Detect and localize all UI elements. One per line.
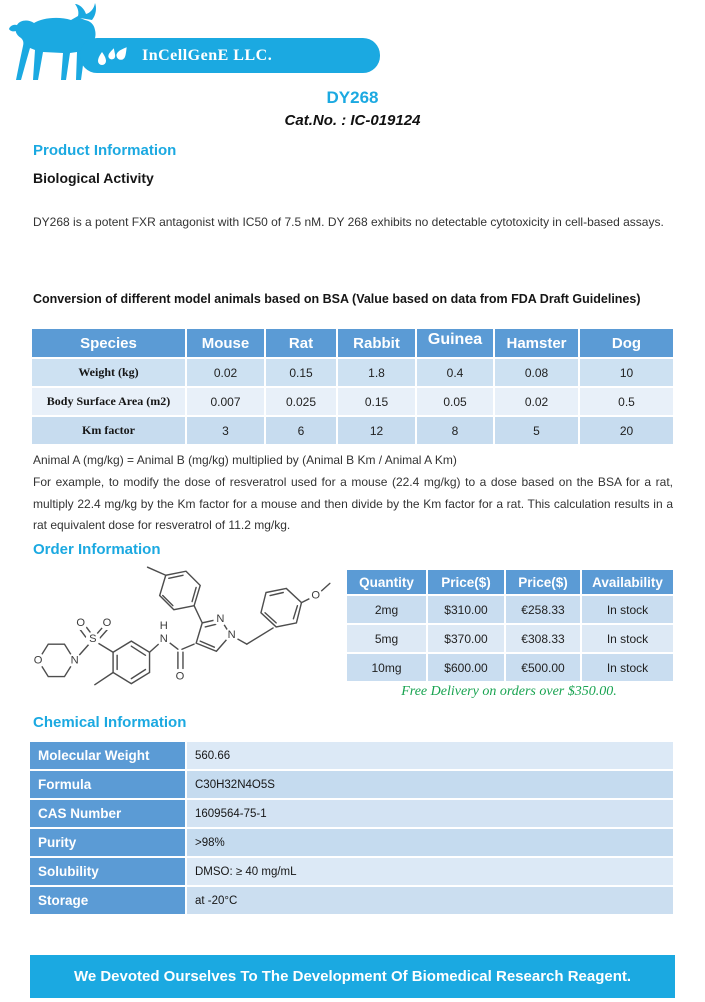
col-hamster: Hamster xyxy=(494,328,579,358)
svg-text:O: O xyxy=(311,589,320,602)
cell-price-eur: €258.33 xyxy=(505,595,581,624)
free-delivery-note: Free Delivery on orders over $350.00. xyxy=(401,684,617,699)
cell-price-eur: €500.00 xyxy=(505,653,581,682)
cell: 0.02 xyxy=(186,358,265,387)
cell: 12 xyxy=(337,416,416,445)
cell: 3 xyxy=(186,416,265,445)
svg-text:O: O xyxy=(76,616,85,629)
chem-value: >98% xyxy=(187,829,673,856)
table-row xyxy=(346,653,674,682)
conversion-heading: Conversion of different model animals based on BSA (Value based on data from FDA Draft Guidelines) xyxy=(33,292,641,306)
cell-availability: In stock xyxy=(581,653,674,682)
section-product-information: Product Information xyxy=(33,142,177,159)
catalog-number: Cat.No. : IC-019124 xyxy=(284,112,421,129)
svg-text:H: H xyxy=(159,619,168,632)
chem-value: 1609564-75-1 xyxy=(187,800,673,827)
cell-price-eur: €308.33 xyxy=(505,624,581,653)
col-quantity: Quantity xyxy=(346,569,427,595)
row-label-km: Km factor xyxy=(31,416,186,445)
km-example-note: For example, to modify the dose of resveratrol used for a mouse (22.4 mg/kg) to a dose based on the BSA for a rat, multiply 22.4 mg/kg by the Km factor for a mouse and then divide by the Km factor for a rat. This calculation results in a rat equivalent dose for resveratrol of 11.2 mg/kg. xyxy=(33,475,673,532)
company-name: InCellGenE LLC. xyxy=(142,46,273,64)
subsection-biological-activity: Biological Activity xyxy=(33,170,154,186)
order-pricing-table xyxy=(345,568,675,683)
table-row xyxy=(30,829,673,856)
table-header-row xyxy=(31,328,674,358)
cell-quantity: 2mg xyxy=(346,595,427,624)
cell-availability: In stock xyxy=(581,624,674,653)
table-row xyxy=(31,387,674,416)
svg-text:N: N xyxy=(70,654,79,667)
footer-slogan: We Devoted Ourselves To The Development Of Biomedical Research Reagent. xyxy=(30,955,675,998)
table-row xyxy=(30,800,673,827)
cell: 20 xyxy=(579,416,674,445)
chem-value: at -20°C xyxy=(187,887,673,914)
chem-label: Solubility xyxy=(30,858,185,885)
chem-value: DMSO: ≥ 40 mg/mL xyxy=(187,858,673,885)
col-availability: Availability xyxy=(581,569,674,595)
cell: 0.4 xyxy=(416,358,494,387)
table-row xyxy=(30,742,673,769)
svg-text:N: N xyxy=(216,612,225,625)
cell: 0.02 xyxy=(494,387,579,416)
cell-quantity: 5mg xyxy=(346,624,427,653)
cell-price-usd: $370.00 xyxy=(427,624,505,653)
svg-text:O: O xyxy=(33,654,43,667)
row-label-weight: Weight (kg) xyxy=(31,358,186,387)
cell: 0.15 xyxy=(265,358,337,387)
chem-value: C30H32N4O5S xyxy=(187,771,673,798)
km-formula-note: Animal A (mg/kg) = Animal B (mg/kg) multiplied by (Animal B Km / Animal A Km) xyxy=(33,453,457,467)
page-title: DY268 xyxy=(326,88,379,107)
cell: 6 xyxy=(265,416,337,445)
col-guinea: Guinea xyxy=(416,328,494,358)
col-price-eur: Price($) xyxy=(505,569,581,595)
cell: 0.05 xyxy=(416,387,494,416)
cell: 1.8 xyxy=(337,358,416,387)
section-chemical-information: Chemical Information xyxy=(33,714,187,731)
col-species: Species xyxy=(31,328,186,358)
svg-text:N: N xyxy=(227,629,236,642)
chem-label: CAS Number xyxy=(30,800,185,827)
table-row xyxy=(346,624,674,653)
svg-text:O: O xyxy=(175,670,185,683)
col-dog: Dog xyxy=(579,328,674,358)
cell-price-usd: $310.00 xyxy=(427,595,505,624)
col-rabbit: Rabbit xyxy=(337,328,416,358)
company-banner xyxy=(80,38,380,73)
droplets-icon xyxy=(96,44,130,68)
cell: 0.025 xyxy=(265,387,337,416)
col-price-usd: Price($) xyxy=(427,569,505,595)
animal-conversion-table xyxy=(30,327,675,446)
section-order-information: Order Information xyxy=(33,541,161,558)
chem-label: Molecular Weight xyxy=(30,742,185,769)
table-row xyxy=(31,416,674,445)
cell-price-usd: $600.00 xyxy=(427,653,505,682)
chem-label: Purity xyxy=(30,829,185,856)
chem-label: Storage xyxy=(30,887,185,914)
col-rat: Rat xyxy=(265,328,337,358)
table-row xyxy=(30,771,673,798)
cell: 8 xyxy=(416,416,494,445)
chem-value: 560.66 xyxy=(187,742,673,769)
cell: 5 xyxy=(494,416,579,445)
svg-text:N: N xyxy=(159,633,168,646)
table-row xyxy=(30,887,673,914)
cell: 0.007 xyxy=(186,387,265,416)
chem-label: Formula xyxy=(30,771,185,798)
table-row xyxy=(30,858,673,885)
table-header-row xyxy=(346,569,674,595)
cell: 10 xyxy=(579,358,674,387)
chemical-information-table xyxy=(30,742,673,916)
svg-text:O: O xyxy=(102,616,112,629)
svg-text:S: S xyxy=(89,633,97,646)
table-row xyxy=(346,595,674,624)
cell: 0.08 xyxy=(494,358,579,387)
biological-activity-text: DY268 is a potent FXR antagonist with IC50 of 7.5 nM. DY 268 exhibits no detectable cytotoxicity in cell-based assays. xyxy=(33,215,664,229)
col-mouse: Mouse xyxy=(186,328,265,358)
cell-quantity: 10mg xyxy=(346,653,427,682)
row-label-bsa: Body Surface Area (m2) xyxy=(31,387,186,416)
table-row xyxy=(31,358,674,387)
chemical-structure-image xyxy=(28,560,342,704)
cell: 0.5 xyxy=(579,387,674,416)
cell-availability: In stock xyxy=(581,595,674,624)
cell: 0.15 xyxy=(337,387,416,416)
